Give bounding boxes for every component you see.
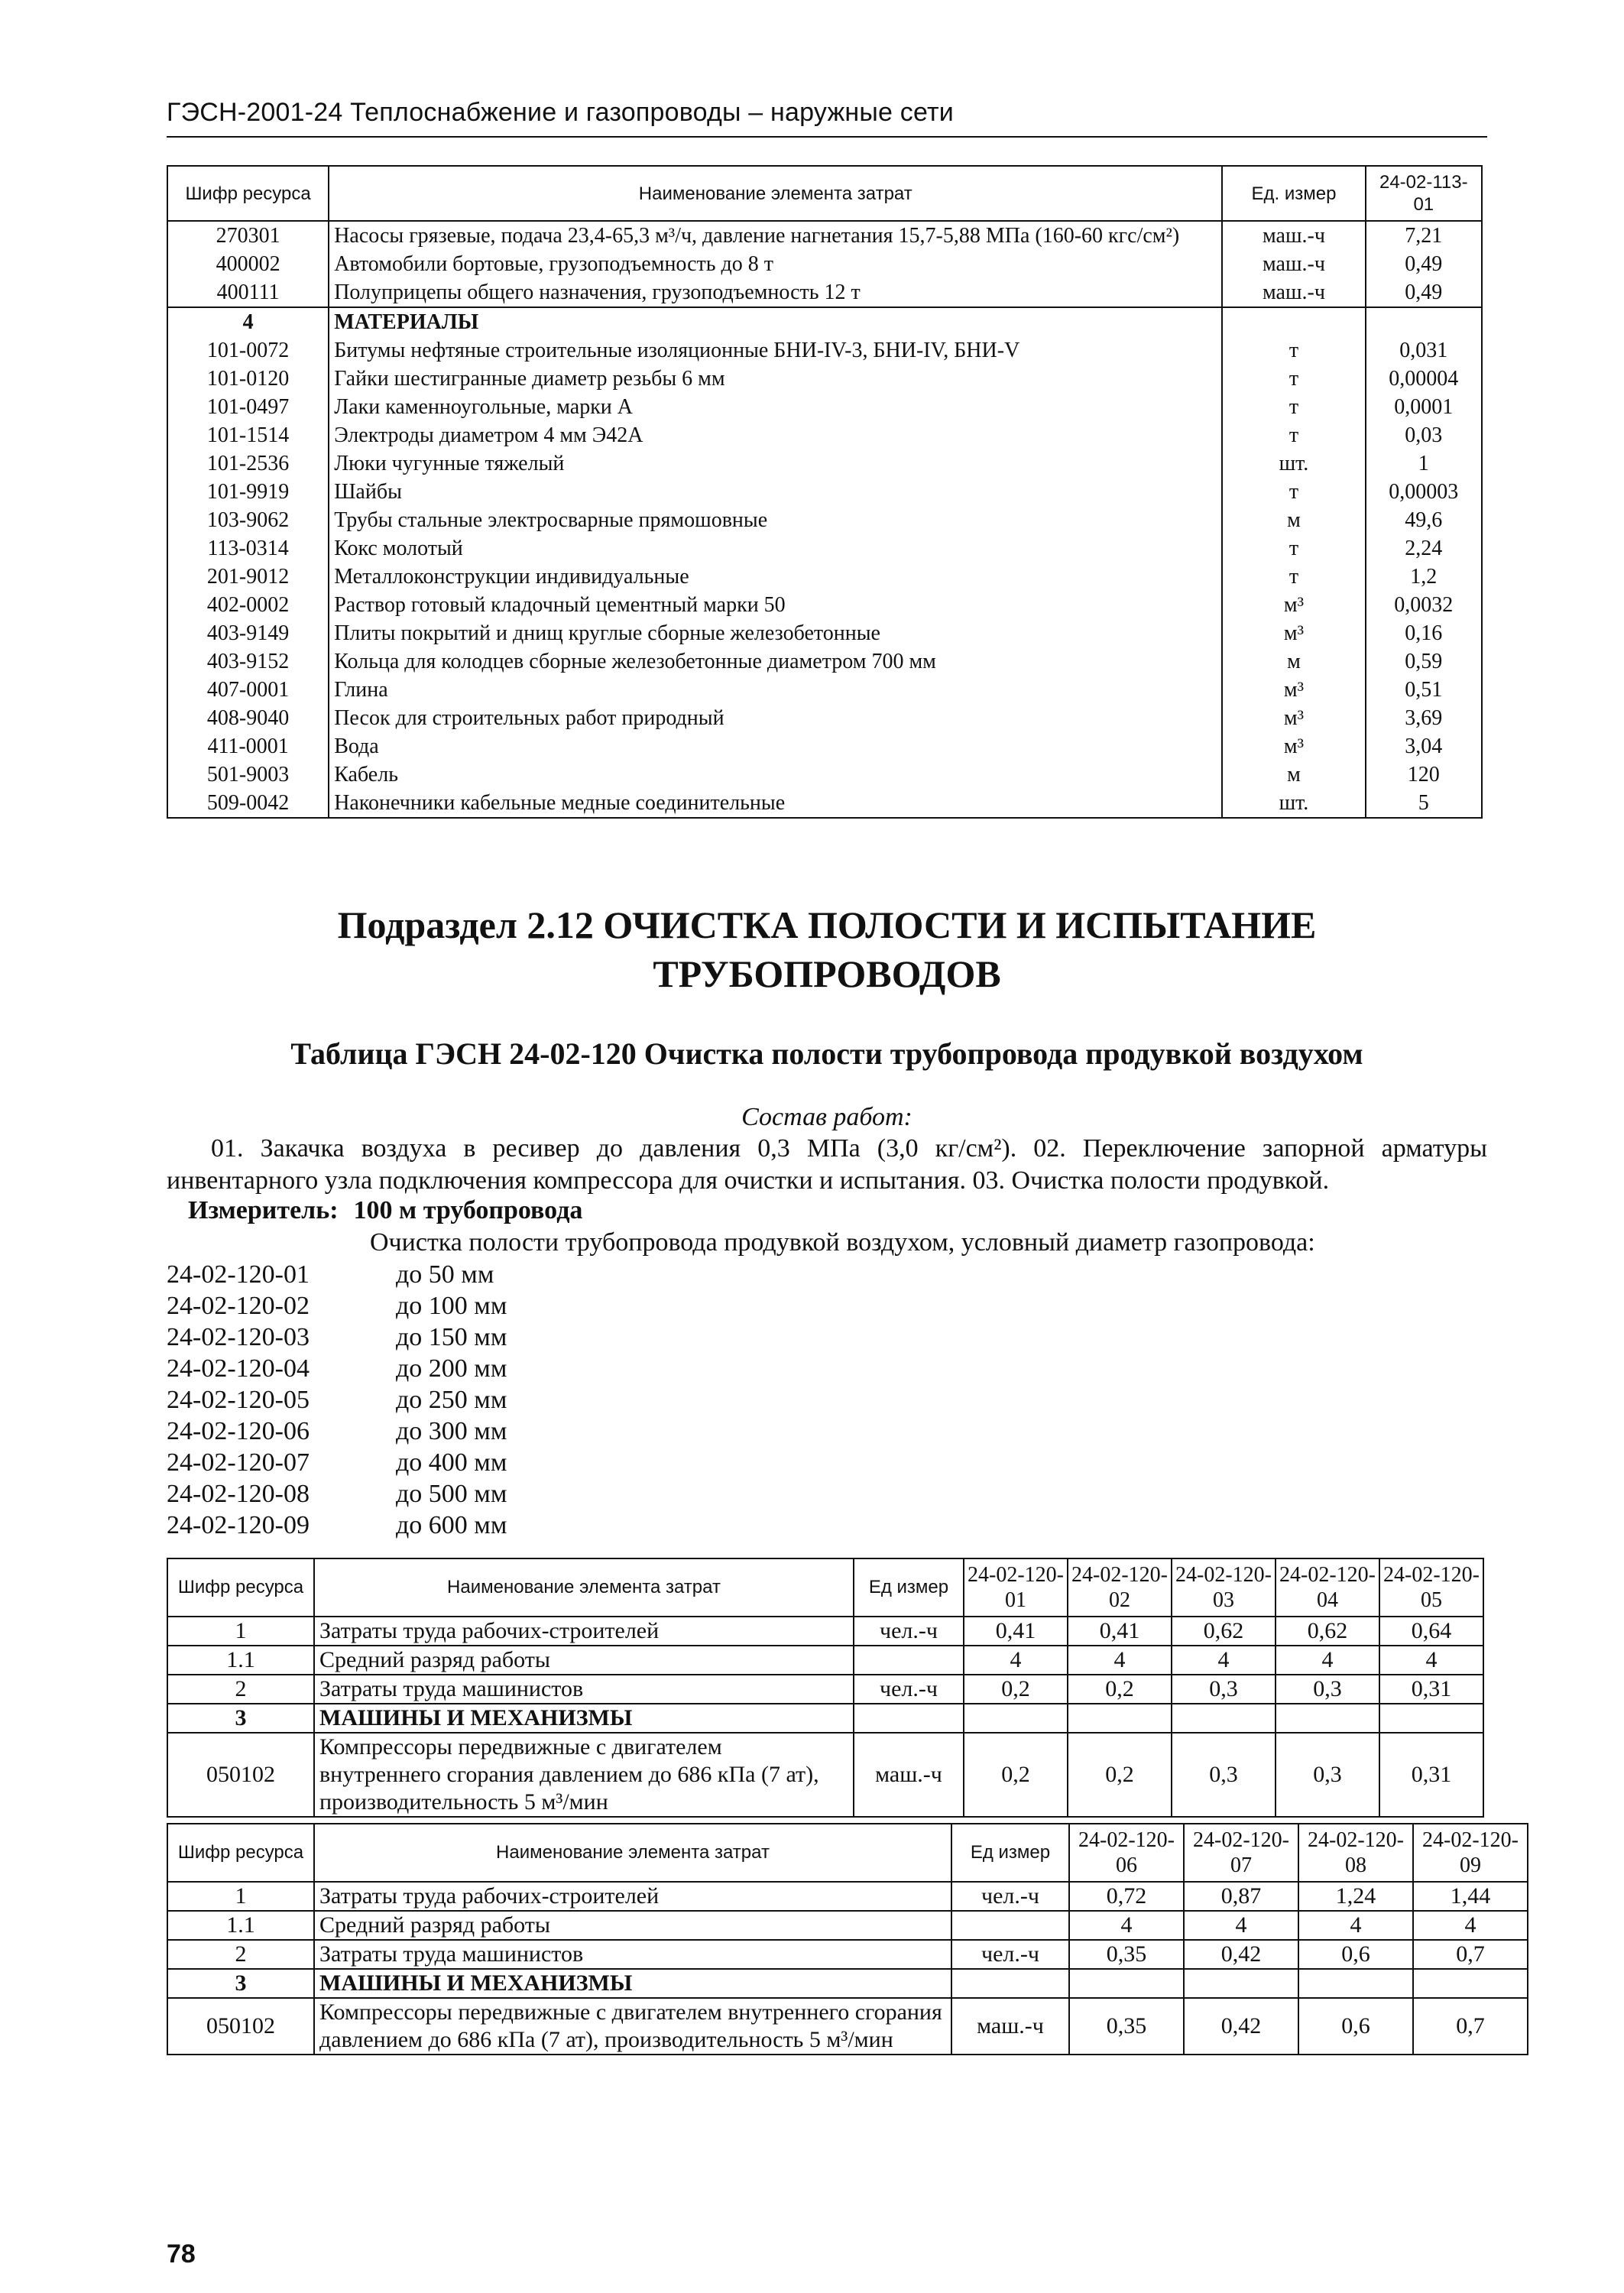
norm-value: 0,31: [1379, 1675, 1483, 1704]
norm-value: 4: [1379, 1646, 1483, 1675]
table-row: [167, 704, 1482, 732]
resource-code: 400002: [167, 250, 329, 278]
table-row: [167, 761, 1482, 789]
norm-value: 0,2: [1068, 1675, 1172, 1704]
meter-label: Измеритель:: [188, 1196, 339, 1224]
norm-code: 24-02-120-09: [167, 1511, 310, 1539]
norm-code: 24-02-120-01: [167, 1260, 310, 1289]
table-row: [167, 336, 1482, 365]
resource-unit: м³: [1222, 704, 1365, 732]
norm-item: [167, 1290, 507, 1322]
resource-unit: [951, 1911, 1069, 1940]
resource-value: 0,16: [1366, 619, 1482, 647]
resource-code: 403-9152: [167, 647, 329, 676]
resource-value: 0,49: [1366, 278, 1482, 307]
norm-value: 0,3: [1172, 1733, 1276, 1817]
resource-name: Затраты труда машинистов: [314, 1940, 951, 1969]
header-unit: Ед измер: [854, 1558, 964, 1617]
table-row: [167, 393, 1482, 421]
resource-name: Шайбы: [329, 478, 1222, 506]
resource-name: Раствор готовый кладочный цементный марки 50: [329, 591, 1222, 619]
resource-code: 403-9149: [167, 619, 329, 647]
norm-value: 0,6: [1298, 1998, 1413, 2055]
resource-code: 050102: [167, 1998, 314, 2055]
resource-name: Плиты покрытий и днищ круглые сборные железобетонные: [329, 619, 1222, 647]
resource-name: Средний разряд работы: [314, 1911, 951, 1940]
resource-unit: маш.-ч: [1222, 221, 1365, 250]
resource-unit: т: [1222, 365, 1365, 393]
norm-value: 0,7: [1413, 1940, 1528, 1969]
resource-unit: т: [1222, 563, 1365, 591]
resource-value: 3,04: [1366, 732, 1482, 761]
header-unit: Ед. измер: [1222, 166, 1365, 221]
resource-unit: маш.-ч: [854, 1733, 964, 1817]
resource-name: Затраты труда рабочих-строителей: [314, 1617, 854, 1646]
table-row: [167, 732, 1482, 761]
resource-code: 501-9003: [167, 761, 329, 789]
resource-name: Кабель: [329, 761, 1222, 789]
resource-name: Битумы нефтяные строительные изоляционные БНИ-IV-3, БНИ-IV, БНИ-V: [329, 336, 1222, 365]
norm-value: 1,44: [1413, 1882, 1528, 1911]
resource-code: 101-1514: [167, 421, 329, 449]
norm-value: 4: [1298, 1911, 1413, 1940]
resource-code: 270301: [167, 221, 329, 250]
header-code: Шифр ресурса: [167, 1824, 314, 1882]
resource-value: 49,6: [1366, 506, 1482, 534]
norm-value: [1276, 1704, 1379, 1733]
resource-code: 101-0120: [167, 365, 329, 393]
resource-unit: шт.: [1222, 789, 1365, 818]
norm-code: 24-02-120-08: [167, 1480, 310, 1508]
norm-value: [1413, 1969, 1528, 1998]
resource-value: 2,24: [1366, 534, 1482, 563]
norm-value: 4: [1276, 1646, 1379, 1675]
norm-desc: до 500 мм: [396, 1480, 507, 1508]
norm-value: 4: [1068, 1646, 1172, 1675]
resource-value: 5: [1366, 789, 1482, 818]
resource-unit: маш.-ч: [1222, 250, 1365, 278]
norm-value: [1184, 1969, 1298, 1998]
table-row: [167, 1911, 1528, 1940]
resource-unit: т: [1222, 393, 1365, 421]
resource-unit: [951, 1969, 1069, 1998]
norm-value: 0,41: [1068, 1617, 1172, 1646]
resource-code: 101-9919: [167, 478, 329, 506]
header-norm-col: 24-02-120-01: [964, 1558, 1068, 1617]
resource-value: [1366, 307, 1482, 336]
table-row: [167, 1646, 1483, 1675]
header-norm-col: 24-02-120-04: [1276, 1558, 1379, 1617]
norm-item: [167, 1259, 507, 1290]
norm-item: [167, 1447, 507, 1478]
resource-value: 0,03: [1366, 421, 1482, 449]
table-header-row: [167, 166, 1482, 221]
table-row: [167, 1617, 1483, 1646]
work-composition-title: Состав работ:: [741, 1103, 912, 1131]
resource-name: Средний разряд работы: [314, 1646, 854, 1675]
table-row: [167, 506, 1482, 534]
resource-name: МАШИНЫ И МЕХАНИЗМЫ: [314, 1704, 854, 1733]
resource-name: Кокс молотый: [329, 534, 1222, 563]
resource-name: Трубы стальные электросварные прямошовные: [329, 506, 1222, 534]
resource-code: 1.1: [167, 1646, 314, 1675]
page-number: 78: [167, 2239, 196, 2269]
norm-item: [167, 1416, 507, 1447]
norm-value: 0,2: [1068, 1733, 1172, 1817]
resource-name: МАТЕРИАЛЫ: [329, 307, 1222, 336]
norm-value: 0,87: [1184, 1882, 1298, 1911]
table-row: [167, 1675, 1483, 1704]
resource-value: 3,69: [1366, 704, 1482, 732]
norm-item: [167, 1478, 507, 1510]
resource-name: Лаки каменноугольные, марки А: [329, 393, 1222, 421]
norm-value: 4: [1184, 1911, 1298, 1940]
table-row: [167, 676, 1482, 704]
resource-value: 0,00003: [1366, 478, 1482, 506]
resource-name: МАШИНЫ И МЕХАНИЗМЫ: [314, 1969, 951, 1998]
resource-value: 1,2: [1366, 563, 1482, 591]
table-row: [167, 789, 1482, 818]
norm-desc: до 600 мм: [396, 1511, 507, 1539]
resource-unit: маш.-ч: [1222, 278, 1365, 307]
table-body: [167, 1617, 1483, 1817]
resource-value: 7,21: [1366, 221, 1482, 250]
header-norm-col: 24-02-120-09: [1413, 1824, 1528, 1882]
resource-value: 0,59: [1366, 647, 1482, 676]
norm-value: 0,31: [1379, 1733, 1483, 1817]
norm-code: 24-02-120-03: [167, 1323, 310, 1351]
resource-unit: т: [1222, 336, 1365, 365]
resource-code: 201-9012: [167, 563, 329, 591]
resource-name: Электроды диаметром 4 мм Э42А: [329, 421, 1222, 449]
resource-unit: м: [1222, 761, 1365, 789]
norm-value: 0,3: [1172, 1675, 1276, 1704]
resource-unit: чел.-ч: [951, 1882, 1069, 1911]
table-row: [167, 250, 1482, 278]
table-header-row: [167, 1558, 1483, 1617]
resource-value: 120: [1366, 761, 1482, 789]
table-row: [167, 1998, 1528, 2055]
resource-value: 0,0032: [1366, 591, 1482, 619]
norm-value: 4: [1413, 1911, 1528, 1940]
resource-code: 1: [167, 1882, 314, 1911]
resource-unit: шт.: [1222, 449, 1365, 478]
resource-unit: чел.-ч: [854, 1617, 964, 1646]
table-row: [167, 534, 1482, 563]
norm-value: 1,24: [1298, 1882, 1413, 1911]
norm-value: 0,2: [964, 1733, 1068, 1817]
resource-unit: м³: [1222, 619, 1365, 647]
header-unit: Ед измер: [951, 1824, 1069, 1882]
header-code: Шифр ресурса: [167, 166, 329, 221]
norm-code: 24-02-120-06: [167, 1417, 310, 1445]
resource-name: Люки чугунные тяжелый: [329, 449, 1222, 478]
resource-unit: [1222, 307, 1365, 336]
norm-desc: до 400 мм: [396, 1448, 507, 1477]
table-row: [167, 365, 1482, 393]
header-norm-col: 24-02-120-02: [1068, 1558, 1172, 1617]
subsection-title: Подраздел 2.12 ОЧИСТКА ПОЛОСТИ И ИСПЫТАНИЕ ТРУБОПРОВОДОВ: [337, 903, 1317, 995]
meter: [188, 1196, 582, 1225]
table-row: [167, 647, 1482, 676]
resource-code: 408-9040: [167, 704, 329, 732]
resource-code: 101-2536: [167, 449, 329, 478]
resource-value: 0,031: [1366, 336, 1482, 365]
resource-unit: м³: [1222, 732, 1365, 761]
norm-value: 4: [964, 1646, 1068, 1675]
norm-value: 0,35: [1069, 1940, 1184, 1969]
norm-value: [1298, 1969, 1413, 1998]
norm-value: 0,72: [1069, 1882, 1184, 1911]
resource-unit: т: [1222, 534, 1365, 563]
norm-table-part1: [167, 1558, 1484, 1818]
table-row: [167, 449, 1482, 478]
table-body: [167, 221, 1482, 818]
norm-desc: до 100 мм: [396, 1292, 507, 1320]
table-row: [167, 563, 1482, 591]
header-name: Наименование элемента затрат: [314, 1558, 854, 1617]
header-rule: [167, 136, 1487, 138]
norm-value: 0,3: [1276, 1733, 1379, 1817]
norm-item: [167, 1384, 507, 1416]
resource-unit: м³: [1222, 591, 1365, 619]
table-row: [167, 1882, 1528, 1911]
resource-name: Компрессоры передвижные с двигателем внутреннего сгорания давлением до 686 кПа (7 ат), производительность 5 м³/мин: [314, 1733, 854, 1817]
resource-name: Кольца для колодцев сборные железобетонные диаметром 700 мм: [329, 647, 1222, 676]
norm-code: 24-02-120-05: [167, 1386, 310, 1414]
work-composition-text: 01. Закачка воздуха в ресивер до давления 0,3 МПа (3,0 кг/см²). 02. Переключение запорной арматуры инвентарного узла подключения компрессора для очистки и испытания. 03. Очистка полости продувкой.: [167, 1134, 1487, 1195]
header-name: Наименование элемента затрат: [314, 1824, 951, 1882]
norm-code: 24-02-120-04: [167, 1354, 310, 1383]
resource-unit: м: [1222, 647, 1365, 676]
resource-code: 411-0001: [167, 732, 329, 761]
norm-table-part2: [167, 1823, 1528, 2055]
resource-value: 0,0001: [1366, 393, 1482, 421]
table-row: [167, 1733, 1483, 1817]
norm-desc: до 250 мм: [396, 1386, 507, 1414]
resource-code: 1.1: [167, 1911, 314, 1940]
table-row: [167, 221, 1482, 250]
resource-value: 0,51: [1366, 676, 1482, 704]
table-body: [167, 1882, 1528, 2055]
norm-desc: до 150 мм: [396, 1323, 507, 1351]
resource-unit: т: [1222, 421, 1365, 449]
resource-code: 050102: [167, 1733, 314, 1817]
resource-name: Компрессоры передвижные с двигателем внутреннего сгорания давлением до 686 кПа (7 ат), производительность 5 м³/мин: [314, 1998, 951, 2055]
norm-value: 0,41: [964, 1617, 1068, 1646]
resource-unit: т: [1222, 478, 1365, 506]
norm-value: 4: [1172, 1646, 1276, 1675]
table-row: [167, 307, 1482, 336]
norm-value: 0,64: [1379, 1617, 1483, 1646]
resource-value: 0,49: [1366, 250, 1482, 278]
table-row: [167, 478, 1482, 506]
header-norm-col: 24-02-120-03: [1172, 1558, 1276, 1617]
resource-name: Затраты труда рабочих-строителей: [314, 1882, 951, 1911]
norm-desc: до 300 мм: [396, 1417, 507, 1445]
resource-code: 407-0001: [167, 676, 329, 704]
norm-value: 0,2: [964, 1675, 1068, 1704]
resource-code: 3: [167, 1704, 314, 1733]
norm-value: 0,6: [1298, 1940, 1413, 1969]
resource-name: Насосы грязевые, подача 23,4-65,3 м³/ч, давление нагнетания 15,7-5,88 МПа (160-60 кгс/см²): [329, 221, 1222, 250]
table-header-row: [167, 1824, 1528, 1882]
norm-item: [167, 1510, 507, 1541]
resource-code: 101-0072: [167, 336, 329, 365]
table-row: [167, 619, 1482, 647]
table-title: Таблица ГЭСН 24-02-120 Очистка полости трубопровода продувкой воздухом: [290, 1036, 1363, 1071]
meter-value: 100 м трубопровода: [353, 1196, 583, 1224]
norm-code: 24-02-120-02: [167, 1292, 310, 1320]
resource-unit: маш.-ч: [951, 1998, 1069, 2055]
resource-code: 402-0002: [167, 591, 329, 619]
resource-unit: чел.-ч: [854, 1675, 964, 1704]
norm-value: 0,7: [1413, 1998, 1528, 2055]
header-norm-col: 24-02-120-05: [1379, 1558, 1483, 1617]
header-norm-col: 24-02-120-07: [1184, 1824, 1298, 1882]
resource-name: Наконечники кабельные медные соединительные: [329, 789, 1222, 818]
resource-name: Глина: [329, 676, 1222, 704]
resource-unit: м³: [1222, 676, 1365, 704]
resource-name: Полуприцепы общего назначения, грузоподъемность 12 т: [329, 278, 1222, 307]
header-code: Шифр ресурса: [167, 1558, 314, 1617]
norm-value: 0,62: [1276, 1617, 1379, 1646]
table-row: [167, 591, 1482, 619]
resource-name: Автомобили бортовые, грузоподъемность до 8 т: [329, 250, 1222, 278]
resource-code: 400111: [167, 278, 329, 307]
resource-name: Вода: [329, 732, 1222, 761]
norm-value: 0,42: [1184, 1998, 1298, 2055]
norm-value: [1379, 1704, 1483, 1733]
norm-desc: до 50 мм: [396, 1260, 494, 1289]
table-row: [167, 421, 1482, 449]
resource-unit: м: [1222, 506, 1365, 534]
norm-value: 0,35: [1069, 1998, 1184, 2055]
resource-code: 101-0497: [167, 393, 329, 421]
norm-code: 24-02-120-07: [167, 1448, 310, 1477]
header-name: Наименование элемента затрат: [329, 166, 1222, 221]
norm-value: 0,62: [1172, 1617, 1276, 1646]
resource-name: Затраты труда машинистов: [314, 1675, 854, 1704]
table-row: [167, 1940, 1528, 1969]
resource-code: 103-9062: [167, 506, 329, 534]
resource-unit: [854, 1704, 964, 1733]
norm-value: [964, 1704, 1068, 1733]
norm-value: 0,42: [1184, 1940, 1298, 1969]
running-header: ГЭСН-2001-24 Теплоснабжение и газопроводы – наружные сети: [167, 98, 954, 127]
norm-value: [1068, 1704, 1172, 1733]
table-row: [167, 1704, 1483, 1733]
norm-value: 0,3: [1276, 1675, 1379, 1704]
resource-name: Металлоконструкции индивидуальные: [329, 563, 1222, 591]
table-row: [167, 1969, 1528, 1998]
norm-list: [167, 1259, 507, 1541]
norm-value: [1069, 1969, 1184, 1998]
table-row: [167, 278, 1482, 307]
norm-intro: Очистка полости трубопровода продувкой воздухом, условный диаметр газопровода:: [370, 1228, 1315, 1257]
norm-value: 4: [1069, 1911, 1184, 1940]
resource-unit: [854, 1646, 964, 1675]
resource-name: Гайки шестигранные диаметр резьбы 6 мм: [329, 365, 1222, 393]
resource-unit: чел.-ч: [951, 1940, 1069, 1969]
resource-code: 509-0042: [167, 789, 329, 818]
header-norm-col: 24-02-120-08: [1298, 1824, 1413, 1882]
norm-item: [167, 1322, 507, 1353]
resource-name: Песок для строительных работ природный: [329, 704, 1222, 732]
resource-code: 113-0314: [167, 534, 329, 563]
norm-desc: до 200 мм: [396, 1354, 507, 1383]
resource-code: 4: [167, 307, 329, 336]
norm-item: [167, 1353, 507, 1384]
header-norm: 24-02-113-01: [1366, 166, 1482, 221]
norm-value: [1172, 1704, 1276, 1733]
resource-code: 3: [167, 1969, 314, 1998]
header-norm-col: 24-02-120-06: [1069, 1824, 1184, 1882]
resource-value: 0,00004: [1366, 365, 1482, 393]
resource-code: 1: [167, 1617, 314, 1646]
resource-value: 1: [1366, 449, 1482, 478]
resource-code: 2: [167, 1675, 314, 1704]
resource-code: 2: [167, 1940, 314, 1969]
resource-table-113: [167, 165, 1483, 819]
